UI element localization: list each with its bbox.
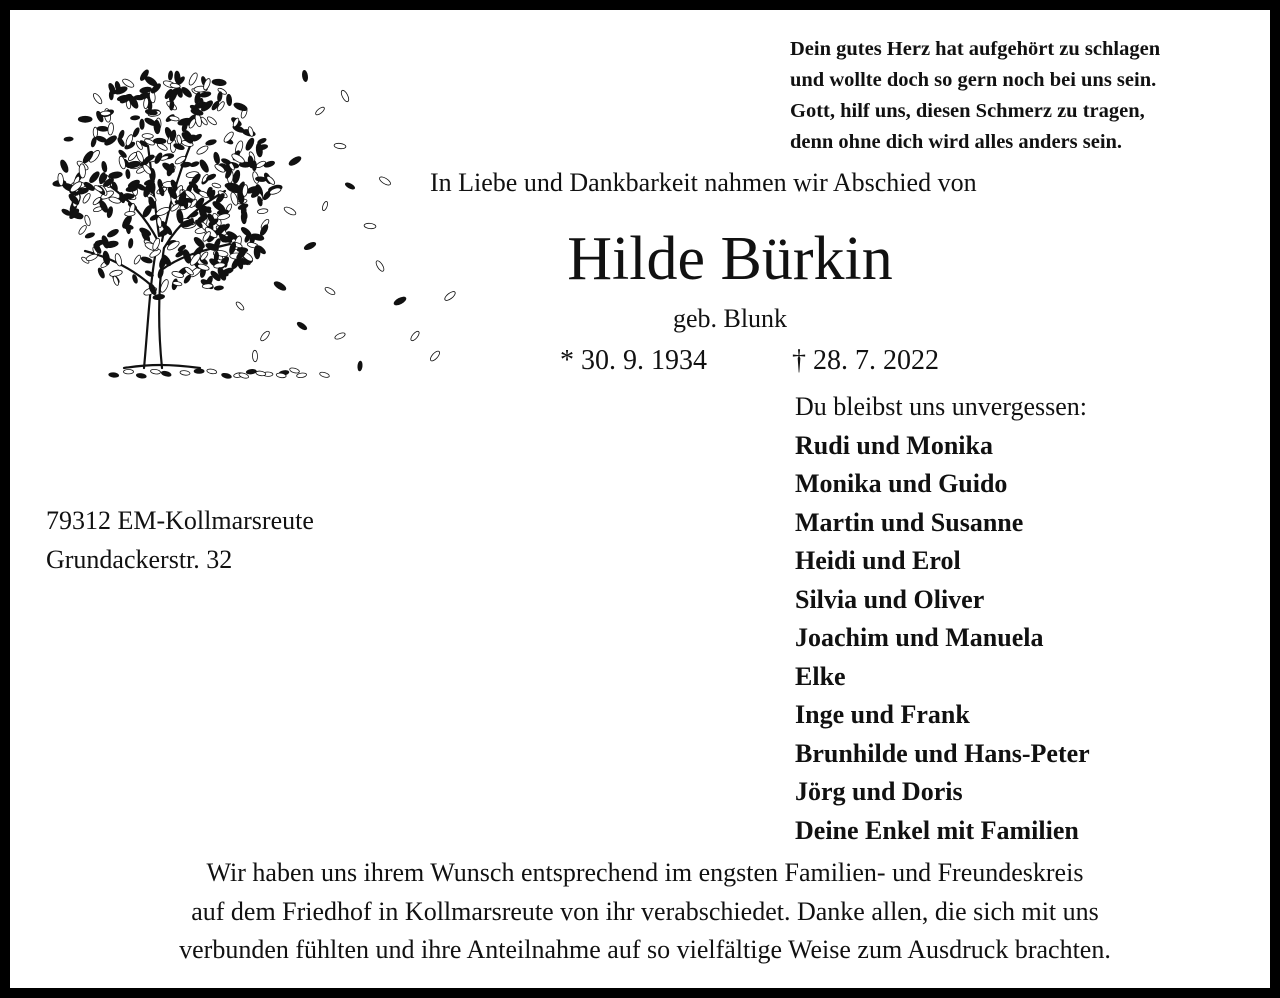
address [46, 502, 314, 579]
mourner: Silvia und Oliver [795, 584, 985, 614]
closing-text [50, 854, 1240, 970]
poem-line: denn ohne dich wird alles anders sein. [790, 131, 1123, 153]
closing-line: auf dem Friedhof in Kollmarsreute von ihr verabschiedet. Danke allen, die sich mit uns [191, 896, 1099, 926]
deceased-name: Hilde Bürkin [567, 225, 893, 293]
birth-date: * 30. 9. 1934 [560, 345, 707, 376]
closing-line: Wir haben uns ihrem Wunsch entsprechend im engsten Familien- und Freundeskreis [206, 858, 1084, 887]
address-city: 79312 EM-Kollmarsreute [46, 506, 314, 535]
maiden-name: geb. Blunk [672, 304, 788, 333]
obituary-notice [10, 10, 1270, 988]
mourner: Deine Enkel mit Familien [795, 815, 1079, 845]
mourner: Heidi und Erol [795, 546, 961, 575]
address-street: Grundackerstr. 32 [46, 544, 233, 574]
mourner: Brunhilde und Hans-Peter [795, 738, 1090, 768]
mourner: Monika und Guido [795, 469, 1008, 498]
mourner: Inge und Frank [795, 700, 970, 729]
poem-line: und wollte doch so gern noch bei uns sein. [790, 69, 1157, 91]
poem-line: Dein gutes Herz hat aufgehört zu schlagen [790, 38, 1161, 60]
closing-line: verbunden fühlten und ihre Anteilnahme auf so vielfältige Weise zum Ausdruck brachten. [179, 935, 1111, 964]
mourner: Elke [795, 661, 846, 691]
poem-line: Gott, hilf uns, diesen Schmerz zu tragen, [790, 100, 1145, 122]
mourner: Jörg und Doris [795, 777, 963, 806]
poem [790, 34, 1260, 158]
mourner: Martin und Susanne [795, 507, 1024, 537]
farewell-intro: In Liebe und Dankbarkeit nahmen wir Abschied von [430, 168, 977, 197]
mourners-intro: Du bleibst uns unvergessen: [795, 392, 1087, 421]
mourner: Joachim und Manuela [795, 623, 1044, 652]
windblown-tree-icon [40, 36, 470, 396]
mourners-list [795, 388, 1090, 850]
mourner: Rudi und Monika [795, 430, 993, 460]
death-date: † 28. 7. 2022 [792, 345, 939, 376]
